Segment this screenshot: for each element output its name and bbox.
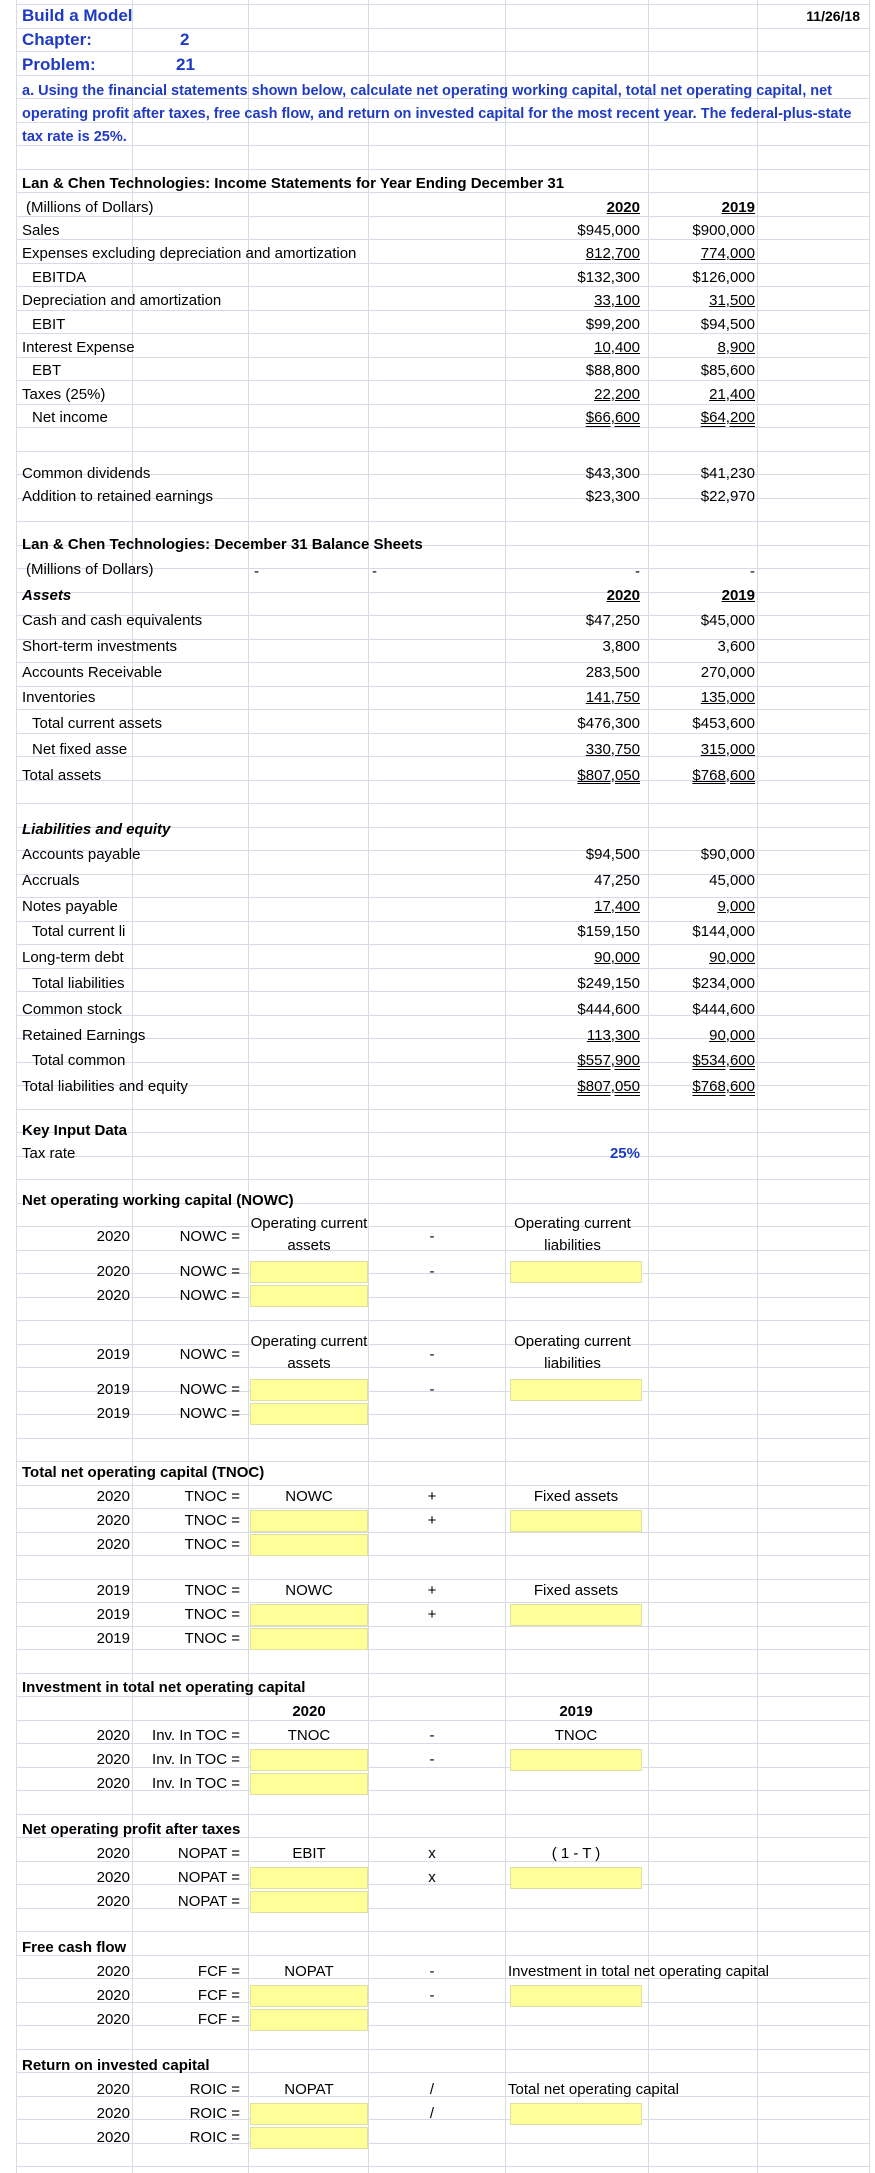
income-title: Lan & Chen Technologies: Income Statements for Year Ending December 31: [22, 175, 565, 192]
retained-label: Addition to retained earnings: [22, 488, 213, 505]
year-label: 2019: [96, 1381, 130, 1398]
minus-sign: -: [429, 1987, 435, 2004]
fcf-investment-input[interactable]: [510, 1985, 642, 2007]
grid-column-line: [505, 0, 506, 2173]
nopat-header: NOPAT: [284, 2081, 334, 2098]
nowc-2020-liabilities-input[interactable]: [510, 1261, 642, 1283]
liability-row-label: Accruals: [22, 871, 80, 889]
key-input-title: Key Input Data: [22, 1122, 128, 1139]
income-value-2019[interactable]: $900,000: [692, 222, 755, 239]
nopat-title: Net operating profit after taxes: [22, 1821, 241, 1838]
nopat-label: NOPAT =: [177, 1893, 240, 1910]
year-label: 2019: [96, 1405, 130, 1422]
year-label: 2020: [96, 1536, 130, 1553]
liability-row-label: Total current li: [32, 923, 126, 941]
asset-row-label: Inventories: [22, 689, 96, 707]
grid-row-line: [16, 4, 870, 5]
grid-row-line: [16, 1931, 870, 1932]
grid-row-line: [16, 1814, 870, 1815]
nopat-ebit-input[interactable]: [250, 1867, 368, 1889]
tnoc-header: TNOC: [287, 1727, 331, 1744]
nopat-result-input[interactable]: [250, 1891, 368, 1913]
asset-value-2020[interactable]: 330,750: [585, 741, 640, 758]
tax-rate-label: Tax rate: [22, 1145, 76, 1162]
one-minus-t-header: ( 1 - T ): [551, 1845, 601, 1862]
balance-subtitle: (Millions of Dollars): [26, 561, 154, 578]
year-header-2019: 2019: [559, 1703, 593, 1720]
income-row-label: Net income: [32, 409, 108, 427]
operating-current-liabilities-header: Operating current liabilities: [514, 1333, 631, 1372]
grid-row-line: [16, 2025, 870, 2026]
liability-value-2020[interactable]: $807,050: [577, 1078, 640, 1096]
income-row-label: Depreciation and amortization: [22, 292, 222, 310]
asset-value-2020[interactable]: $476,300: [577, 715, 640, 733]
liability-row-label: Retained Earnings: [22, 1026, 146, 1044]
income-value-2020[interactable]: 33,100: [594, 292, 640, 310]
balance-year-2019: 2019: [721, 587, 755, 604]
grid-row-line: [16, 1109, 870, 1110]
inv-toc-label: Inv. In TOC =: [152, 1775, 240, 1792]
grid-row-line: [16, 521, 870, 522]
nopat-header: NOPAT: [284, 1963, 334, 1980]
minus-sign: -: [429, 1263, 435, 1280]
nowc-header: NOWC: [285, 1488, 333, 1505]
income-value-2020[interactable]: 22,200: [594, 385, 640, 403]
income-value-2019[interactable]: 774,000: [700, 245, 755, 263]
grid-row-line: [16, 1297, 870, 1298]
year-label: 2020: [96, 1488, 130, 1505]
liability-value-2019[interactable]: 9,000: [717, 897, 755, 915]
tnoc-label: TNOC =: [184, 1582, 240, 1599]
minus-sign: -: [429, 1346, 435, 1363]
minus-sign: -: [429, 1727, 435, 1744]
tnoc-2020-nowc-input[interactable]: [250, 1510, 368, 1532]
income-value-2019[interactable]: $85,600: [700, 362, 755, 380]
liability-row-label: Accounts payable: [22, 846, 141, 863]
problem-value[interactable]: 21: [176, 55, 195, 74]
nowc-label: NOWC =: [179, 1263, 240, 1280]
liability-row-label: Total common: [32, 1052, 126, 1070]
tnoc-2020-result-input[interactable]: [250, 1534, 368, 1556]
dividends-label: Common dividends: [22, 465, 151, 482]
nowc-label: NOWC =: [179, 1228, 240, 1245]
tnoc-header: Total net operating capital: [508, 2081, 679, 2098]
fixed-assets-header: Fixed assets: [533, 1582, 619, 1599]
liability-value-2019[interactable]: 45,000: [709, 871, 755, 889]
grid-row-line: [16, 1555, 870, 1556]
liability-row-label: Long-term debt: [22, 949, 124, 967]
nowc-2020-assets-input[interactable]: [250, 1261, 368, 1283]
nowc-2020-result-input[interactable]: [250, 1285, 368, 1307]
asset-value-2019[interactable]: $768,600: [692, 766, 755, 784]
asset-row-label: Accounts Receivable: [22, 663, 163, 681]
nopat-tax-input[interactable]: [510, 1867, 642, 1889]
plus-sign: +: [427, 1582, 437, 1599]
grid-column-line: [16, 0, 17, 2173]
grid-column-line: [648, 0, 649, 2173]
liability-row-label: Total liabilities: [32, 975, 125, 992]
operating-current-assets-header: Operating current assets: [250, 1333, 368, 1372]
year-label: 2020: [96, 1869, 130, 1886]
fcf-label: FCF =: [197, 1963, 240, 1980]
dash-mark: -: [635, 563, 640, 580]
fcf-label: FCF =: [197, 2011, 240, 2028]
liability-value-2019[interactable]: $534,600: [692, 1052, 755, 1070]
grid-row-line: [16, 28, 870, 29]
year-label: 2019: [96, 1606, 130, 1623]
operating-current-liabilities-header: Operating current liabilities: [514, 1215, 631, 1254]
asset-value-2020[interactable]: 283,500: [585, 663, 640, 681]
liability-row-label: Notes payable: [22, 897, 118, 915]
income-value-2019[interactable]: 31,500: [709, 292, 755, 310]
asset-value-2019[interactable]: $45,000: [700, 612, 755, 629]
instructions: a. Using the financial statements shown below, calculate net operating working capital, total net operating capital, net operating profit after taxes, free cash flow, and return on invested capital for the most recent year. The federal-plus-state tax rate is 25%.: [22, 83, 852, 145]
income-value-2020[interactable]: 10,400: [594, 339, 640, 356]
roic-result-input[interactable]: [250, 2127, 368, 2149]
year-label: 2019: [96, 1630, 130, 1647]
grid-column-line: [368, 0, 369, 2173]
nopat-label: NOPAT =: [177, 1845, 240, 1862]
roic-tnoc-input[interactable]: [510, 2103, 642, 2125]
dash-mark: -: [254, 563, 259, 580]
nowc-title: Net operating working capital (NOWC): [22, 1192, 294, 1209]
chapter-value[interactable]: 2: [180, 30, 190, 49]
inv-toc-2020-input[interactable]: [250, 1749, 368, 1771]
tnoc-2019-nowc-input[interactable]: [250, 1604, 368, 1626]
nowc-2019-result-input[interactable]: [250, 1403, 368, 1425]
liability-value-2020[interactable]: $159,150: [577, 923, 640, 941]
balance-year-2020: 2020: [606, 587, 640, 604]
grid-row-line: [16, 1673, 870, 1674]
tnoc-header: TNOC: [554, 1727, 598, 1744]
liabilities-label: Liabilities and equity: [22, 821, 171, 838]
liability-value-2019[interactable]: $90,000: [700, 846, 755, 863]
year-label: 2020: [96, 1893, 130, 1910]
dash-mark: -: [372, 563, 377, 580]
plus-sign: +: [427, 1606, 437, 1623]
liability-value-2020[interactable]: 90,000: [594, 949, 640, 967]
tnoc-label: TNOC =: [184, 1488, 240, 1505]
liability-row-label: Total liabilities and equity: [22, 1078, 188, 1096]
fcf-result-input[interactable]: [250, 2009, 368, 2031]
assets-label: Assets: [22, 587, 72, 604]
nowc-label: NOWC =: [179, 1287, 240, 1304]
times-sign: x: [428, 1869, 436, 1886]
roic-label: ROIC =: [189, 2129, 240, 2146]
liability-value-2020[interactable]: $444,600: [577, 1000, 640, 1018]
liability-value-2020[interactable]: $94,500: [585, 846, 640, 863]
liability-value-2019[interactable]: 90,000: [709, 949, 755, 967]
asset-row-label: Short-term investments: [22, 637, 178, 655]
year-label: 2020: [96, 1963, 130, 1980]
asset-value-2020[interactable]: $47,250: [585, 612, 640, 629]
tnoc-label: TNOC =: [184, 1606, 240, 1623]
tnoc-label: TNOC =: [184, 1512, 240, 1529]
liability-value-2020[interactable]: 113,300: [586, 1026, 640, 1044]
grid-row-line: [16, 1320, 870, 1321]
asset-value-2019[interactable]: 270,000: [700, 663, 755, 681]
liability-value-2019[interactable]: 90,000: [709, 1026, 755, 1044]
year-label: 2020: [96, 1775, 130, 1792]
inv-toc-result-input[interactable]: [250, 1773, 368, 1795]
liability-value-2019[interactable]: $444,600: [692, 1000, 755, 1018]
roic-title: Return on invested capital: [22, 2057, 210, 2074]
divide-sign: /: [429, 2105, 435, 2122]
grid-row-line: [16, 1132, 870, 1133]
nowc-label: NOWC =: [179, 1381, 240, 1398]
investment-header: Investment in total net operating capital: [508, 1963, 769, 1980]
grid-column-line: [248, 0, 249, 2173]
liability-row-label: Common stock: [22, 1000, 123, 1018]
income-row-label: Sales: [22, 222, 60, 239]
balance-title: Lan & Chen Technologies: December 31 Balance Sheets: [22, 536, 423, 553]
year-label: 2020: [96, 1512, 130, 1529]
asset-value-2019[interactable]: 3,600: [717, 637, 755, 655]
inv-toc-label: Inv. In TOC =: [152, 1751, 240, 1768]
income-value-2020[interactable]: $88,800: [585, 362, 640, 380]
year-label: 2020: [96, 1845, 130, 1862]
income-row-label: Taxes (25%): [22, 385, 106, 403]
income-year-2019: 2019: [721, 199, 755, 216]
nowc-label: NOWC =: [179, 1346, 240, 1363]
asset-value-2020[interactable]: 3,800: [602, 637, 640, 655]
year-label: 2020: [96, 1263, 130, 1280]
nowc-2019-liabilities-input[interactable]: [510, 1379, 642, 1401]
income-row-label: EBT: [32, 362, 62, 380]
asset-value-2020[interactable]: $807,050: [577, 766, 640, 784]
income-value-2020[interactable]: $66,600: [585, 409, 640, 427]
nopat-label: NOPAT =: [177, 1869, 240, 1886]
tnoc-label: TNOC =: [184, 1630, 240, 1647]
grid-row-line: [16, 451, 870, 452]
income-row-label: Expenses excluding depreciation and amortization: [22, 245, 357, 263]
plus-sign: +: [427, 1488, 437, 1505]
year-label: 2020: [96, 2011, 130, 2028]
liability-value-2020[interactable]: 47,250: [594, 871, 640, 889]
year-label: 2019: [96, 1346, 130, 1363]
fixed-assets-header: Fixed assets: [533, 1488, 619, 1505]
year-label: 2019: [96, 1582, 130, 1599]
liability-value-2020[interactable]: $249,150: [577, 975, 640, 992]
income-year-2020: 2020: [606, 199, 640, 216]
income-subtitle: (Millions of Dollars): [26, 199, 154, 216]
roic-label: ROIC =: [189, 2105, 240, 2122]
year-label: 2020: [96, 2105, 130, 2122]
income-value-2019[interactable]: 8,900: [717, 339, 755, 356]
grid-row-line: [16, 1649, 870, 1650]
year-label: 2020: [96, 1751, 130, 1768]
tnoc-title: Total net operating capital (TNOC): [22, 1464, 265, 1481]
income-row-label: EBITDA: [32, 268, 87, 286]
grid-row-line: [16, 2143, 870, 2144]
inv-toc-2019-input[interactable]: [510, 1749, 642, 1771]
roic-nopat-input[interactable]: [250, 2103, 368, 2125]
tnoc-2019-fixed-input[interactable]: [510, 1604, 642, 1626]
tnoc-label: TNOC =: [184, 1536, 240, 1553]
year-label: 2020: [96, 1987, 130, 2004]
grid-row-line: [16, 1367, 870, 1368]
sheet-title: Build a Model: [22, 6, 133, 25]
minus-sign: -: [429, 1381, 435, 1398]
tnoc-2019-result-input[interactable]: [250, 1628, 368, 1650]
grid-row-line: [16, 1720, 870, 1721]
asset-row-label: Cash and cash equivalents: [22, 612, 203, 629]
grid-column-line: [757, 0, 758, 2173]
liability-value-2019[interactable]: $144,000: [692, 923, 755, 941]
asset-value-2019[interactable]: 135,000: [700, 689, 755, 707]
inv-toc-label: Inv. In TOC =: [152, 1727, 240, 1744]
asset-row-label: Total current assets: [32, 715, 163, 733]
income-value-2020[interactable]: $99,200: [585, 315, 640, 333]
income-value-2019[interactable]: 21,400: [709, 385, 755, 403]
fcf-nopat-input[interactable]: [250, 1985, 368, 2007]
grid-column-line: [869, 0, 870, 2173]
grid-row-line: [16, 1438, 870, 1439]
chapter-label: Chapter:: [22, 30, 92, 49]
minus-sign: -: [429, 1963, 435, 1980]
income-row-label: Interest Expense: [22, 339, 135, 356]
grid-row-line: [16, 51, 870, 52]
retained-2019[interactable]: $22,970: [700, 488, 755, 505]
year-label: 2020: [96, 1228, 130, 1245]
fcf-title: Free cash flow: [22, 1939, 127, 1956]
grid-row-line: [16, 1156, 870, 1157]
asset-value-2019[interactable]: $453,600: [692, 715, 755, 733]
tnoc-2020-fixed-input[interactable]: [510, 1510, 642, 1532]
grid-row-line: [16, 803, 870, 804]
income-value-2019[interactable]: $94,500: [700, 315, 755, 333]
ebit-header: EBIT: [292, 1845, 326, 1862]
grid-row-line: [16, 1414, 870, 1415]
minus-sign: -: [429, 1228, 435, 1245]
asset-value-2020[interactable]: 141,750: [585, 689, 640, 707]
nowc-2019-assets-input[interactable]: [250, 1379, 368, 1401]
dividends-2019[interactable]: $41,230: [700, 465, 755, 482]
liability-value-2019[interactable]: $234,000: [692, 975, 755, 992]
liability-value-2019[interactable]: $768,600: [692, 1078, 755, 1096]
liability-value-2020[interactable]: $557,900: [577, 1052, 640, 1070]
grid-row-line: [16, 169, 870, 170]
year-label: 2020: [96, 1287, 130, 1304]
investment-title: Investment in total net operating capital: [22, 1679, 306, 1696]
nowc-label: NOWC =: [179, 1405, 240, 1422]
income-row-label: EBIT: [32, 315, 66, 333]
grid-row-line: [16, 2049, 870, 2050]
nowc-header: NOWC: [285, 1582, 333, 1599]
fcf-label: FCF =: [197, 1987, 240, 2004]
plus-sign: +: [427, 1512, 437, 1529]
tax-rate-value[interactable]: 25%: [609, 1145, 640, 1162]
year-label: 2020: [96, 2081, 130, 2098]
income-value-2020[interactable]: $132,300: [577, 268, 640, 286]
income-value-2020[interactable]: $945,000: [577, 222, 640, 239]
year-label: 2020: [96, 2129, 130, 2146]
problem-label: Problem:: [22, 55, 96, 74]
minus-sign: -: [429, 1751, 435, 1768]
grid-row-line: [16, 1908, 870, 1909]
divide-sign: /: [429, 2081, 435, 2098]
grid-row-line: [16, 2166, 870, 2167]
asset-row-label: Total assets: [22, 766, 102, 784]
asset-value-2019[interactable]: 315,000: [700, 741, 755, 758]
asset-row-label: Net fixed asse: [32, 741, 128, 758]
roic-label: ROIC =: [189, 2081, 240, 2098]
grid-row-line: [16, 1250, 870, 1251]
grid-row-line: [16, 1955, 870, 1956]
dash-mark: -: [750, 563, 755, 580]
grid-row-line: [16, 75, 870, 76]
dividends-2020[interactable]: $43,300: [585, 465, 640, 482]
retained-2020[interactable]: $23,300: [585, 488, 640, 505]
grid-row-line: [16, 1179, 870, 1180]
year-header-2020: 2020: [292, 1703, 326, 1720]
income-value-2020[interactable]: 812,700: [585, 245, 640, 263]
income-value-2019[interactable]: $126,000: [692, 268, 755, 286]
times-sign: x: [428, 1845, 436, 1862]
liability-value-2020[interactable]: 17,400: [594, 897, 640, 915]
income-value-2019[interactable]: $64,200: [700, 409, 755, 427]
year-label: 2020: [96, 1727, 130, 1744]
date: 11/26/18: [806, 8, 860, 24]
operating-current-assets-header: Operating current assets: [250, 1215, 368, 1254]
